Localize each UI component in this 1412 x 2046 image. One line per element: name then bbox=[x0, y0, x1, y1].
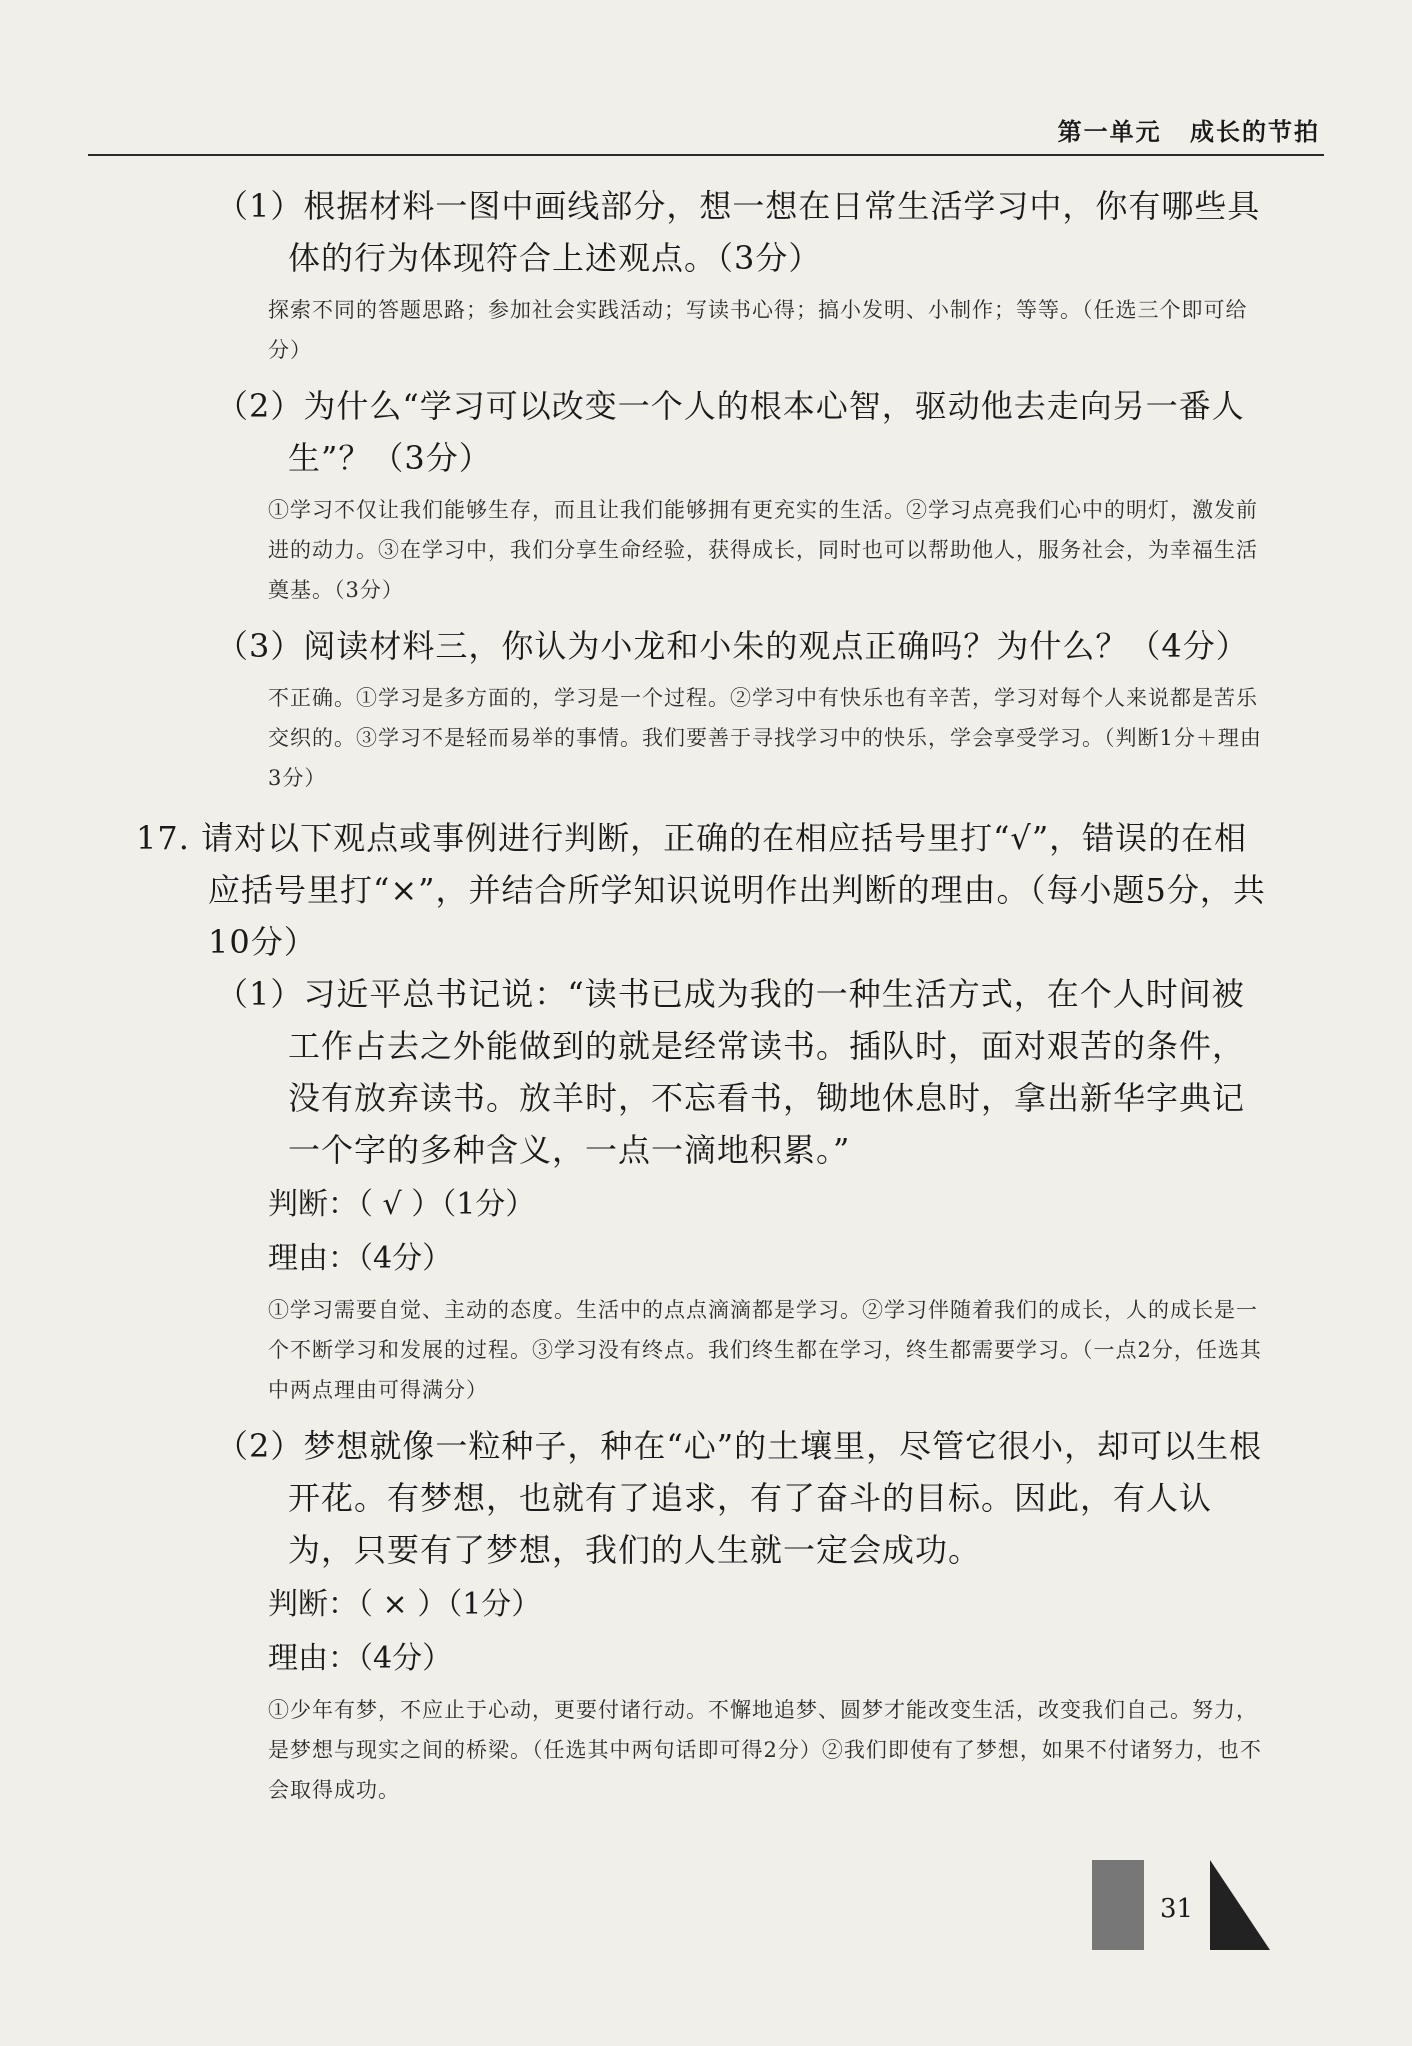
page-header bbox=[88, 104, 1324, 156]
q16-part1-answer: 探索不同的答题思路；参加社会实践活动；写读书心得；搞小发明、小制作；等等。（任选三个即可给分） bbox=[268, 298, 1248, 362]
q16-part3-answer: 不正确。①学习是多方面的，学习是一个过程。②学习中有快乐也有辛苦，学习对每个人来说都是苦乐交织的。③学习不是轻而易举的事情。我们要善于寻找学习中的快乐，学会享受学习。（判断1分＋理由3分） bbox=[268, 686, 1262, 790]
q16-part2-answer: ①学习不仅让我们能够生存，而且让我们能够拥有更充实的生活。②学习点亮我们心中的明灯，激发前进的动力。③在学习中，我们分享生命经验，获得成长，同时也可以帮助他人，服务社会，为幸福生活奠基。（3分） bbox=[268, 498, 1258, 602]
footer-bar bbox=[1092, 1860, 1144, 1950]
corner-triangle-decoration bbox=[1210, 1860, 1270, 1950]
q17-part1-answer: ①学习需要自觉、主动的态度。生活中的点点滴滴都是学习。②学习伴随着我们的成长，人的成长是一个不断学习和发展的过程。③学习没有终点。我们终生都在学习，终生都需要学习。（一点2分，任选其中两点理由可得满分） bbox=[268, 1298, 1262, 1402]
q17-part2-reason-label: 理由：（4分） bbox=[268, 1641, 453, 1676]
q17-stem: 17. 请对以下观点或事例进行判断，正确的在相应括号里打“√”，错误的在相应括号里打“×”，并结合所学知识说明作出判断的理由。（每小题5分，共10分） bbox=[136, 819, 1266, 961]
q17-part1-question: （1）习近平总书记说：“读书已成为我的一种生活方式，在个人时间被工作占去之外能做到的就是经常读书。插队时，面对艰苦的条件，没有放弃读书。放羊时，不忘看书，锄地休息时，拿出新华字典记一个字的多种含义，一点一滴地积累。” bbox=[216, 975, 1246, 1169]
q17-part1-reason-label: 理由：（4分） bbox=[268, 1241, 453, 1276]
q16-part2-question: （2）为什么“学习可以改变一个人的根本心智，驱动他去走向另一番人生”？（3分） bbox=[216, 387, 1245, 477]
q16-part3-question: （3）阅读材料三，你认为小龙和小朱的观点正确吗？为什么？（4分） bbox=[216, 627, 1249, 665]
page-number: 31 bbox=[1160, 1894, 1194, 1924]
q17-part2-answer: ①少年有梦，不应止于心动，更要付诸行动。不懈地追梦、圆梦才能改变生活，改变我们自己。努力，是梦想与现实之间的桥梁。（任选其中两句话即可得2分）②我们即使有了梦想，如果不付诸努力，也不会取得成功。 bbox=[268, 1698, 1262, 1802]
q17-part2-judge: 判断：（ × ）（1分） bbox=[268, 1587, 542, 1622]
page-content bbox=[88, 180, 1272, 1820]
q17-part1-judge: 判断：（ √ ）（1分） bbox=[268, 1187, 536, 1222]
q17-part2-question: （2）梦想就像一粒种子，种在“心”的土壤里，尽管它很小，却可以生根开花。有梦想，也就有了追求，有了奋斗的目标。因此，有人认为，只要有了梦想，我们的人生就一定会成功。 bbox=[216, 1427, 1263, 1569]
header-title: 第一单元 成长的节拍 bbox=[1057, 117, 1320, 146]
q16-part1-question: （1）根据材料一图中画线部分，想一想在日常生活学习中，你有哪些具体的行为体现符合上述观点。（3分） bbox=[216, 187, 1261, 277]
